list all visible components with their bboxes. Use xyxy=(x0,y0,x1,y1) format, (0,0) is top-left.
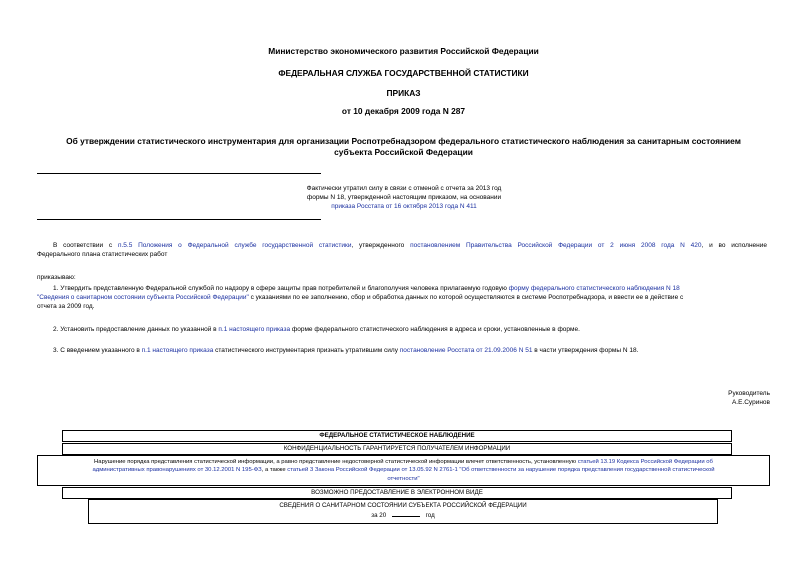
form-18-link[interactable]: форму федерального статистического наблюдения N 18 xyxy=(508,285,680,292)
form-title-box xyxy=(88,499,718,524)
federal-observation-label: ФЕДЕРАЛЬНОЕ СТАТИСТИЧЕСКОЕ НАБЛЮДЕНИЕ xyxy=(319,432,475,439)
form-title: СВЕДЕНИЯ О САНИТАРНОМ СОСТОЯНИИ СУБЪЕКТА РОССИЙСКОЙ ФЕДЕРАЦИИ xyxy=(279,502,527,509)
regulation-link[interactable]: п.5.5 Положения о Федеральной службе государственной статистики xyxy=(117,242,352,249)
document-title: Об утверждении статистического инструментария для организации Роспотребнадзором федерального статистического наблюдения за санитарным состоянием xyxy=(66,136,741,146)
admin-code-link-cont[interactable]: административных правонарушениях от 30.12.2001 N 195-ФЗ xyxy=(92,467,262,474)
reporting-period xyxy=(89,512,717,519)
item-2-clause-link[interactable]: п.1 настоящего приказа xyxy=(218,326,291,333)
form-18-title-link[interactable]: "Сведения о санитарном состоянии субъекта Российской Федерации" xyxy=(37,294,249,301)
signature xyxy=(728,389,770,407)
item-1-text-c: отчета за 2009 год. xyxy=(37,303,95,310)
item-3-text-b: статистического инструментария признать утратившим силу xyxy=(213,347,400,354)
confidentiality-box xyxy=(62,443,732,455)
electronic-submission-box xyxy=(62,487,732,499)
law-2761-link[interactable]: статьей 3 Закона Российской Федерации от 13.05.92 N 2761-1 "Об ответственности за нарушение порядка представления государственной статистической xyxy=(287,467,715,474)
reporting-period-prefix: за 20 xyxy=(371,512,387,519)
repeal-note xyxy=(226,184,582,211)
government-resolution-link[interactable]: постановлением Правительства Российской Федерации от 2 июня 2008 года N 420 xyxy=(410,242,702,249)
service-heading: ФЕДЕРАЛЬНАЯ СЛУЖБА ГОСУДАРСТВЕННОЙ СТАТИСТИКИ xyxy=(278,68,529,78)
electronic-submission-label: ВОЗМОЖНО ПРЕДОСТАВЛЕНИЕ В ЭЛЕКТРОННОМ ВИДЕ xyxy=(311,489,483,496)
law-2761-link-cont[interactable]: отчетности" xyxy=(387,475,420,482)
item-1 xyxy=(37,284,767,311)
preamble-text-2: , утвержденного xyxy=(351,242,411,249)
divider-bottom xyxy=(37,219,321,220)
repeal-order-link[interactable]: приказа Росстата от 16 октября 2013 года N 411 xyxy=(331,203,477,210)
divider-top xyxy=(37,173,321,174)
repeal-note-line1: Фактически утратил силу в связи с отменой с отчета за 2013 год xyxy=(306,185,502,192)
repeal-note-line2: формы N 18, утвержденной настоящим приказом, на основании xyxy=(306,194,502,201)
date-number: от 10 декабря 2009 года N 287 xyxy=(341,106,466,116)
preamble-text-3: , и во исполнение xyxy=(701,242,767,249)
item-1-text-a: 1. Утвердить представленную Федеральной службой по надзору в сфере защиты прав потребителей и благополучия человека прилагаемую годовую xyxy=(53,285,509,292)
year-blank[interactable] xyxy=(392,516,420,517)
confidentiality-label: КОНФИДЕНЦИАЛЬНОСТЬ ГАРАНТИРУЕТСЯ ПОЛУЧАТЕЛЕМ ИНФОРМАЦИИ xyxy=(283,445,511,452)
preamble-line2: Федерального плана статистических работ xyxy=(37,251,168,258)
item-2-text-b: форме федерального статистического наблюдения в адреса и сроки, установленные в форме. xyxy=(290,326,580,333)
item-3-text-c: в части утверждения формы N 18. xyxy=(532,347,639,354)
item-3-clause-link[interactable]: п.1 настоящего приказа xyxy=(141,347,214,354)
rosstat-resolution-link[interactable]: постановление Росстата от 21.09.2006 N 51 xyxy=(399,347,533,354)
ministry-heading: Министерство экономического развития Российской Федерации xyxy=(268,46,539,56)
signature-role: Руководитель xyxy=(728,390,770,397)
reporting-period-suffix: год xyxy=(425,512,435,519)
federal-observation-box xyxy=(62,430,732,442)
signature-name: А.Е.Суринов xyxy=(731,399,770,406)
item-3-text-a: 3. С введением указанного в xyxy=(53,347,142,354)
preamble-text-1: В соответствии с xyxy=(53,242,118,249)
item-3 xyxy=(53,346,767,355)
item-2-text-a: 2. Установить предоставление данных по указанной в xyxy=(53,326,219,333)
liability-text-2: , а также xyxy=(261,467,288,474)
order-word: приказываю: xyxy=(37,274,76,281)
doc-type-heading: ПРИКАЗ xyxy=(386,88,421,98)
liability-text-1: Нарушение порядка представления статистической информации, а равно представление недостоверной статистической информации влечет ответственность, установленную xyxy=(94,459,578,465)
document-title-line2: субъекта Российской Федерации xyxy=(334,147,473,157)
liability-box xyxy=(37,455,770,486)
admin-code-link[interactable]: статьей 13.19 Кодекса Российской Федерации об xyxy=(577,459,713,465)
item-1-text-b: с указаниями по ее заполнению, сбор и обработка данных по которой осуществляются в системе Роспотребнадзора, и ввести ее в действие с xyxy=(248,294,684,301)
preamble xyxy=(37,241,767,259)
item-2 xyxy=(53,325,767,334)
